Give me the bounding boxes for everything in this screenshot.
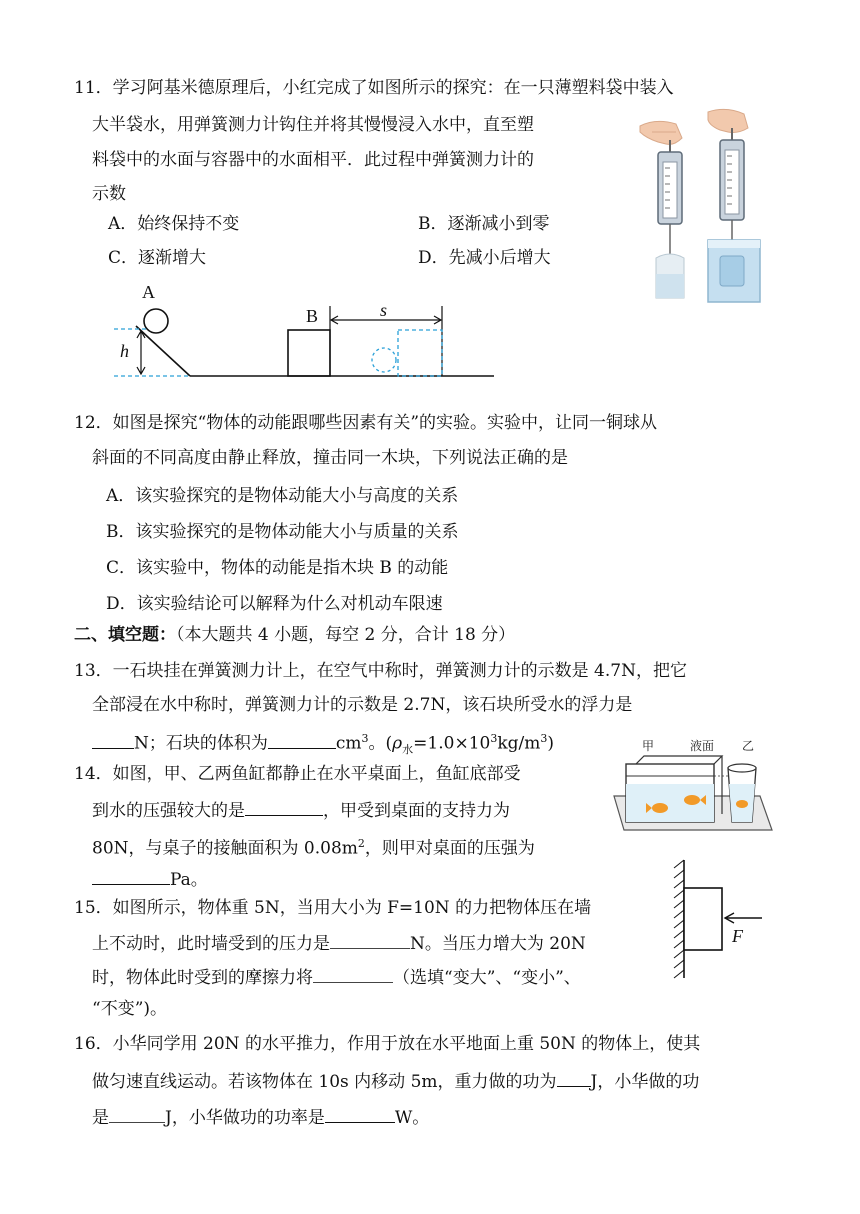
q11-spring-scale-figure bbox=[636, 104, 778, 304]
q13-unit-cm: cm bbox=[335, 733, 362, 754]
q12-option-b: B．该实验探究的是物体动能大小与质量的关系 bbox=[106, 522, 459, 542]
q12-line-1: 12．如图是探究“物体的动能跟哪些因素有关”的实验。实验中，让同一铜球从 bbox=[74, 413, 658, 433]
label-h: h bbox=[120, 341, 129, 361]
q13-blank-buoyancy[interactable] bbox=[92, 730, 134, 749]
label-f: F bbox=[732, 926, 743, 946]
q12-option-d: D．该实验结论可以解释为什么对机动车限速 bbox=[106, 594, 443, 614]
q13-rho-subscript: 水 bbox=[402, 743, 414, 757]
q15-line-3-text-b: （选填“变大”、“变小”、 bbox=[393, 968, 581, 988]
q14-line-3-text-b: ，则甲对桌面的压强为 bbox=[364, 838, 535, 859]
q15-line-2 bbox=[92, 930, 586, 956]
q13-line-3-text-a: N；石块的体积为 bbox=[134, 733, 268, 754]
q11-option-d: D．先减小后增大 bbox=[418, 248, 551, 268]
q16-line-2 bbox=[92, 1068, 699, 1094]
q12-option-c: C．该实验中，物体的动能是指木块 B 的动能 bbox=[106, 558, 449, 578]
q16-line-3 bbox=[92, 1104, 429, 1130]
q14-blank-pressure[interactable] bbox=[92, 866, 170, 885]
q11-line-1: 11．学习阿基米德原理后，小红完成了如图所示的探究：在一只薄塑料袋中装入 bbox=[74, 78, 674, 98]
q15-blank-friction[interactable] bbox=[313, 964, 393, 983]
q13-density-unit-exp: 3 bbox=[540, 732, 548, 745]
q13-rho-symbol: ρ bbox=[392, 733, 403, 754]
q16-line-3-text-b: J，小华做功的功率是 bbox=[165, 1108, 325, 1128]
q11-option-b: B．逐渐减小到零 bbox=[418, 214, 550, 234]
q16-unit-w: W。 bbox=[394, 1108, 430, 1128]
q14-line-1: 14．如图，甲、乙两鱼缸都静止在水平桌面上，鱼缸底部受 bbox=[74, 764, 521, 784]
q15-block bbox=[684, 888, 722, 950]
q14-line-2 bbox=[92, 797, 510, 823]
q15-line-1: 15．如图所示，物体重 5N，当用大小为 F=10N 的力把物体压在墙 bbox=[74, 898, 592, 918]
q16-line-3-text-a: 是 bbox=[92, 1108, 109, 1128]
q13-density-unit: kg/m bbox=[497, 733, 541, 754]
q16-blank-gravity-work[interactable] bbox=[557, 1068, 591, 1087]
label-s: s bbox=[380, 300, 388, 320]
q14-unit-pa: Pa。 bbox=[170, 870, 208, 890]
q12-line-2: 斜面的不同高度由静止释放，撞击同一木块，下列说法正确的是 bbox=[92, 448, 568, 468]
q14-line-2-text-a: 到水的压强较大的是 bbox=[92, 801, 245, 821]
q15-line-3-text-a: 时，物体此时受到的摩擦力将 bbox=[92, 968, 313, 988]
q13-density-value: =1.0×10 bbox=[413, 733, 491, 754]
q15-line-2-text-a: 上不动时，此时墙受到的压力是 bbox=[92, 934, 330, 954]
section-2-description: （本大题共 4 小题，每空 2 分，合计 18 分） bbox=[176, 625, 516, 645]
q16-line-1: 16．小华同学用 20N 的水平推力，作用于放在水平地面上重 50N 的物体上，使其 bbox=[74, 1034, 701, 1054]
label-yi: 乙 bbox=[742, 739, 755, 753]
q16-blank-work[interactable] bbox=[109, 1104, 165, 1123]
q13-unit-cm-exp: 3 bbox=[361, 732, 369, 745]
q13-blank-volume[interactable] bbox=[268, 730, 336, 749]
q15-line-3 bbox=[92, 964, 581, 990]
section-2-heading bbox=[74, 623, 515, 647]
q14-fish-tank-figure bbox=[606, 738, 776, 838]
q11-line-4: 示数 bbox=[92, 184, 126, 204]
q14-line-4 bbox=[92, 866, 208, 892]
q16-line-2-text-a: 做匀速直线运动。若该物体在 10s 内移动 5m，重力做的功为 bbox=[92, 1072, 557, 1092]
ball-a bbox=[144, 309, 168, 333]
label-jia: 甲 bbox=[642, 739, 655, 753]
q14-line-2-text-b: ，甲受到桌面的支持力为 bbox=[323, 801, 510, 821]
q15-blank-wall-pressure[interactable] bbox=[330, 930, 410, 949]
section-2-title: 二、填空题： bbox=[74, 625, 176, 645]
block-b bbox=[288, 330, 330, 376]
q16-blank-power[interactable] bbox=[325, 1104, 395, 1123]
q13-line-3 bbox=[92, 727, 554, 762]
q11-line-2: 大半袋水，用弹簧测力计钩住并将其慢慢浸入水中，直至塑 bbox=[92, 115, 534, 135]
q12-kinetic-energy-figure bbox=[108, 282, 498, 382]
q15-wall-block-figure bbox=[668, 856, 778, 982]
q13-line-3-text-f: ) bbox=[547, 733, 554, 754]
q12-option-a: A．该实验探究的是物体动能大小与高度的关系 bbox=[106, 486, 459, 506]
label-a: A bbox=[142, 282, 155, 302]
q14-area-exp: 2 bbox=[357, 837, 365, 850]
q14-line-3-text-a: 80N，与桌子的接触面积为 0.08m bbox=[92, 838, 358, 859]
q11-option-c: C．逐渐增大 bbox=[108, 248, 207, 268]
q14-line-3 bbox=[92, 832, 535, 861]
q11-line-3: 料袋中的水面与容器中的水面相平．此过程中弹簧测力计的 bbox=[92, 150, 534, 170]
q13-line-2: 全部浸在水中称时，弹簧测力计的示数是 2.7N，该石块所受水的浮力是 bbox=[92, 695, 633, 715]
q15-line-2-text-b: N。当压力增大为 20N bbox=[410, 934, 586, 954]
q13-density-exp: 3 bbox=[490, 732, 498, 745]
q15-line-4: “不变”)。 bbox=[92, 999, 168, 1019]
label-b: B bbox=[306, 306, 319, 326]
q11-option-a: A．始终保持不变 bbox=[108, 214, 240, 234]
q13-line-3-text-c: 。( bbox=[368, 733, 393, 754]
q14-blank-tank[interactable] bbox=[245, 797, 323, 816]
label-yemian: 液面 bbox=[690, 739, 715, 753]
q13-line-1: 13．一石块挂在弹簧测力计上，在空气中称时，弹簧测力计的示数是 4.7N，把它 bbox=[74, 661, 687, 681]
q16-line-2-text-b: J，小华做的功 bbox=[590, 1072, 700, 1092]
